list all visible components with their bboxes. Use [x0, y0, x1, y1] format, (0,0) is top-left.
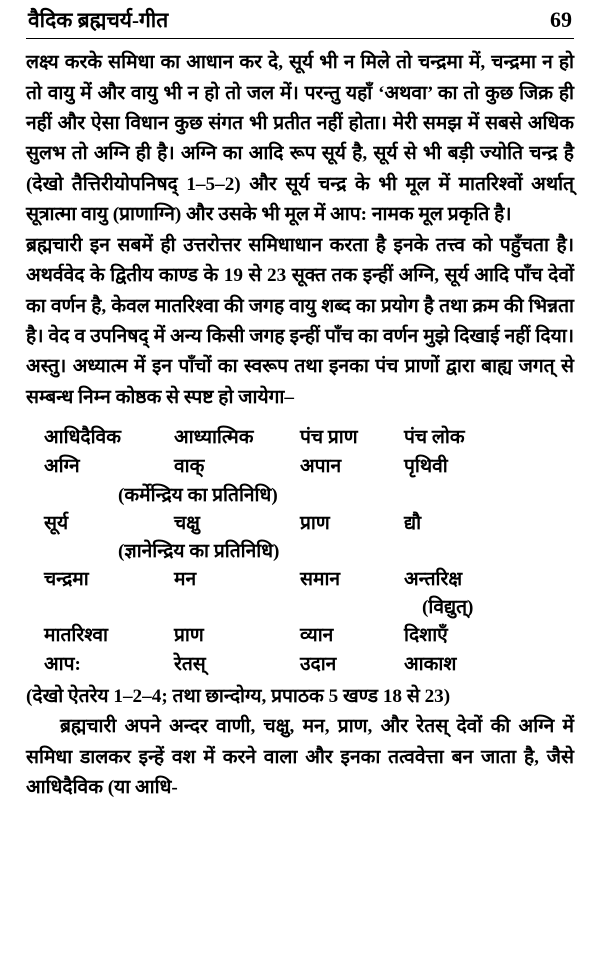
cell-loka: द्यौ — [404, 512, 422, 534]
correspondence-table — [26, 424, 574, 679]
table-note-2: (ज्ञानेन्द्रिय का प्रतिनिधि) — [118, 541, 280, 563]
cell-adhidaivik: अग्नि — [44, 455, 80, 477]
page-number: 69 — [550, 7, 572, 32]
table-row — [26, 622, 574, 651]
cell-adhidaivik: सूर्य — [44, 512, 69, 534]
header-divider — [26, 38, 574, 39]
cell-adhyatmik: वाक् — [174, 455, 205, 477]
cell-adhyatmik: चक्षु — [174, 512, 200, 534]
page-header — [26, 8, 574, 36]
paragraph-1: लक्ष्य करके समिधा का आधान कर दे, सूर्य भी न मिले तो चन्द्रमा में, चन्द्रमा न हो तो वायु में और वायु भी न हो तो जल में। परन्तु यहाँ ‘अथवा’ का तो कुछ जिक्र ही नहीं और ऐसा विधान कुछ संगत भी प्रतीत नहीं होता। मेरी समझ में सबसे अधिक सुलभ तो अग्नि ही है। अग्नि का आदि रूप सूर्य है, सूर्य से भी बड़ी ज्योति चन्द्र है (देखो तैत्तिरीयोपनिषद् 1–5–2) और सूर्य चन्द्र के भी मूल में मातरिश्वों अर्थात् सूत्रात्मा वायु (प्राणाग्नि) और उसके भी मूल में आप: नामक मूल प्रकृति है। — [26, 52, 574, 225]
table-row — [26, 453, 574, 482]
body-text — [26, 48, 574, 413]
cell-prana: अपान — [300, 455, 342, 477]
table-note-1: (कर्मेन्द्रिय का प्रतिनिधि) — [118, 484, 278, 506]
cell-adhidaivik: आप: — [44, 653, 81, 675]
table-row — [26, 510, 574, 539]
cell-loka: पृथिवी — [404, 455, 448, 477]
table-row — [26, 651, 574, 680]
cell-adhyatmik: प्राण — [174, 624, 204, 646]
cell-prana: उदान — [300, 653, 337, 675]
column-header-4: पंच लोक — [404, 427, 465, 449]
cell-loka: अन्तरिक्ष — [404, 569, 463, 591]
table-row — [26, 566, 574, 595]
scripture-reference: (देखो ऐतरेय 1–2–4; तथा छान्दोग्य, प्रपाठक 5 खण्ड 18 से 23) — [26, 686, 451, 708]
cell-prana: व्यान — [300, 624, 334, 646]
running-head-title: वैदिक ब्रह्मचर्य-गीत — [28, 8, 169, 33]
column-header-1: आधिदैविक — [44, 427, 121, 449]
cell-adhyatmik: रेतस् — [174, 653, 206, 675]
cell-adhidaivik: चन्द्रमा — [44, 569, 89, 591]
cell-adhyatmik: मन — [174, 569, 197, 591]
column-header-2: आध्यात्मिक — [174, 427, 254, 449]
column-header-3: पंच प्राण — [300, 427, 358, 449]
closing-paragraph — [26, 712, 574, 803]
cell-loka: दिशाएँ — [404, 624, 448, 646]
cell-adhidaivik: मातरिश्वा — [44, 624, 108, 646]
cell-prana: प्राण — [300, 512, 330, 534]
table-subnote-vidyut: (विद्युत्) — [422, 597, 474, 618]
table-header-row — [26, 424, 574, 453]
cell-prana: समान — [300, 569, 341, 591]
closing-text: ब्रह्मचारी अपने अन्दर वाणी, चक्षु, मन, प्राण, और रेतस् देवों की अग्नि में समिधा डालकर इन्हें वश में करने वाला और इनका तत्ववेत्ता बन जाता है, जैसे आधिदैविक (या आधि- — [26, 716, 574, 798]
paragraph-2: ब्रह्मचारी इन सबमें ही उत्तरोत्तर समिधाधान करता है इनके तत्त्व को पहुँचता है। अथर्ववेद के द्वितीय काण्ड के 19 से 23 सूक्त तक इन्हीं अग्नि, सूर्य आदि पाँच देवों का वर्णन है, केवल मातरिश्वा की जगह वायु शब्द का प्रयोग है तथा क्रम की भिन्नता है। वेद व उपनिषद् में अन्य किसी जगह इन्हीं पाँच का वर्णन मुझे दिखाई नहीं दिया। अस्तु। अध्यात्म में इन पाँचों का स्वरूप तथा इनका पंच प्राणों द्वारा बाह्य जगत् से सम्बन्ध निम्न कोष्ठक से स्पष्ट हो जायेगा– — [26, 235, 574, 408]
cell-loka: आकाश — [404, 653, 457, 675]
